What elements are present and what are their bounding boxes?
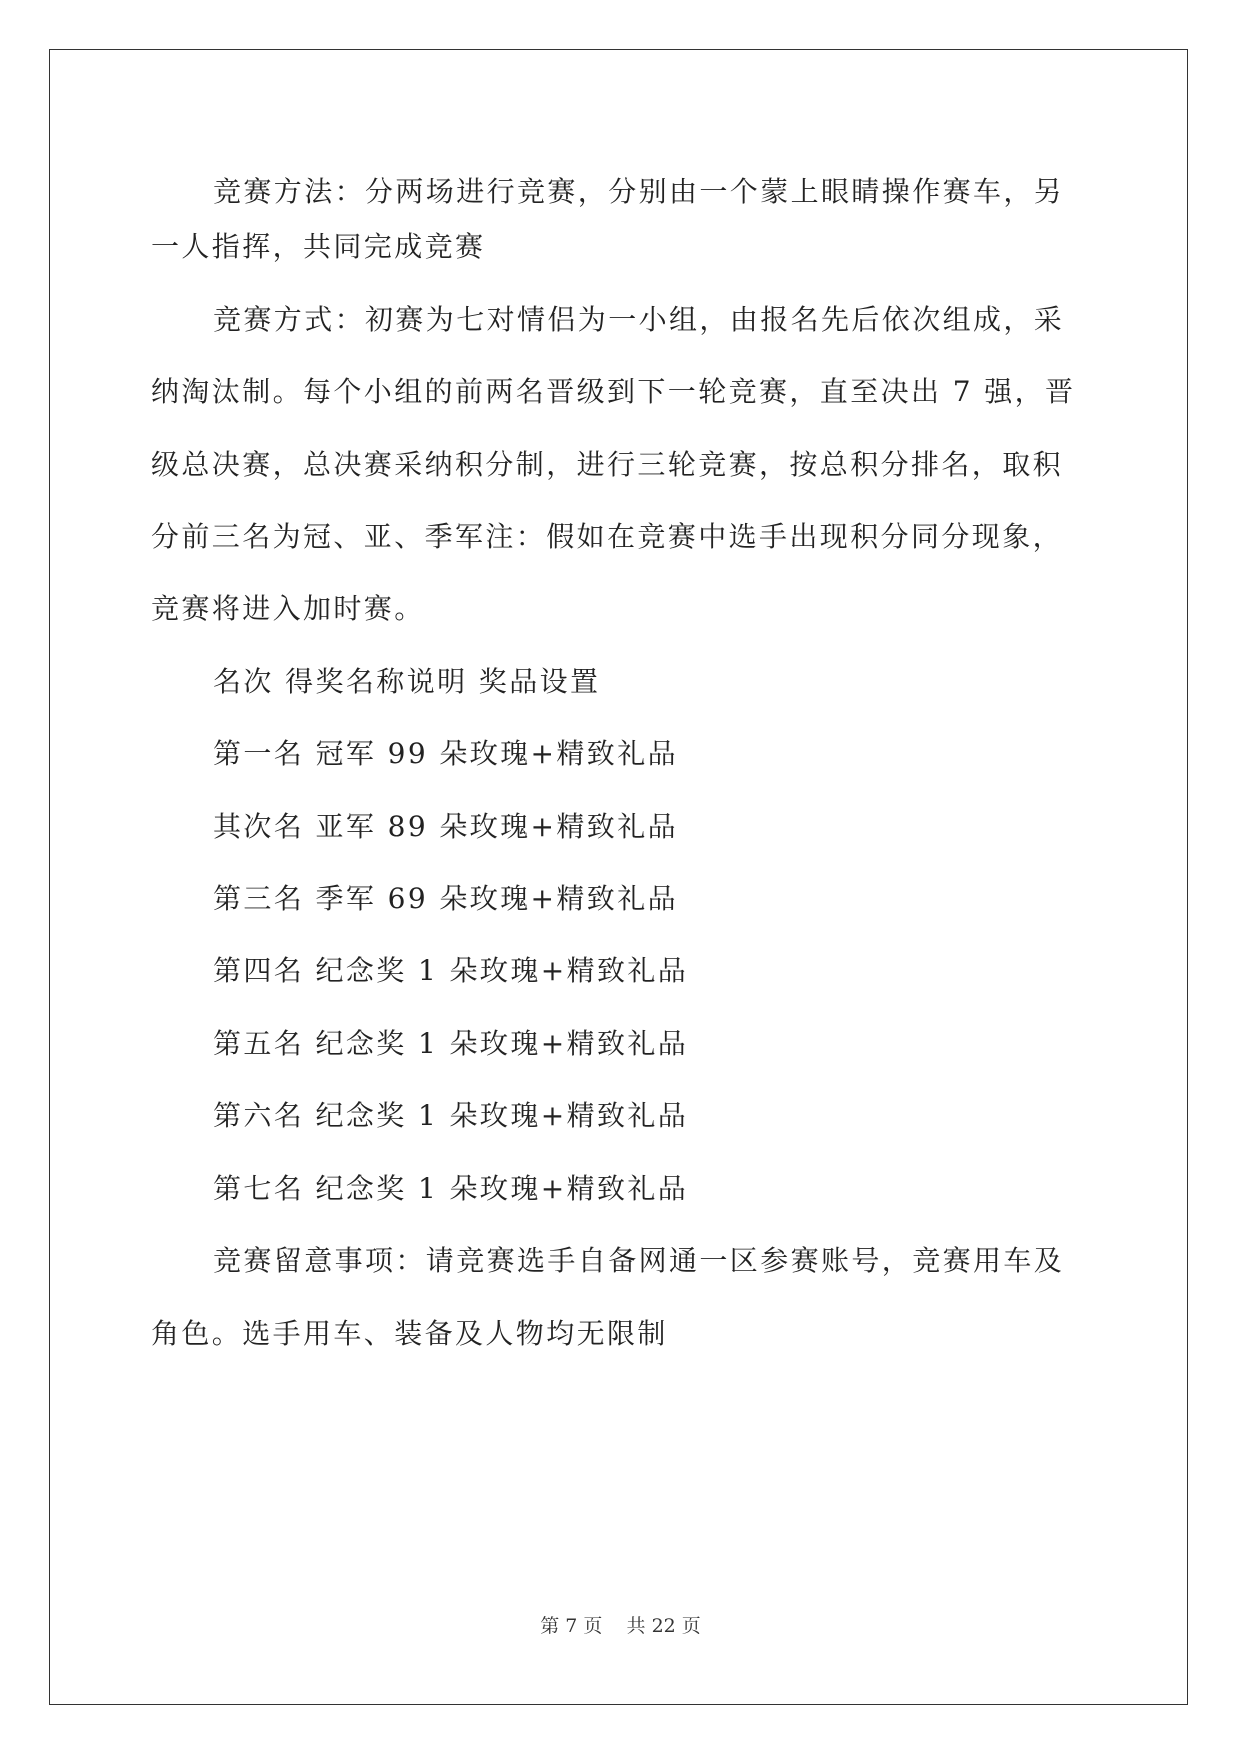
current-page-label: 第 7 页	[540, 1615, 603, 1637]
prize-table-header: 名次 得奖名称说明 奖品设置	[213, 665, 601, 698]
prize-row-3: 第三名 季军 69 朵玫瑰+精致礼品	[213, 882, 678, 915]
notes-line-2: 角色。选手用车、装备及人物均无限制	[151, 1317, 668, 1350]
method-line-1: 竞赛方法：分两场进行竞赛，分别由一个蒙上眼睛操作赛车，另	[213, 175, 1065, 208]
prize-row-2: 其次名 亚军 89 朵玫瑰+精致礼品	[213, 810, 678, 843]
format-line-1: 竞赛方式：初赛为七对情侣为一小组，由报名先后依次组成，采	[213, 303, 1065, 336]
format-line-2: 纳淘汰制。每个小组的前两名晋级到下一轮竞赛，直至决出 7 强，晋	[151, 375, 1076, 408]
prize-row-6: 第六名 纪念奖 1 朵玫瑰+精致礼品	[213, 1099, 689, 1132]
notes-line-1: 竞赛留意事项：请竞赛选手自备网通一区参赛账号，竞赛用车及	[213, 1244, 1065, 1277]
format-line-4: 分前三名为冠、亚、季军注：假如在竞赛中选手出现积分同分现象，	[151, 520, 1064, 553]
prize-row-7: 第七名 纪念奖 1 朵玫瑰+精致礼品	[213, 1172, 689, 1205]
format-line-3: 级总决赛，总决赛采纳积分制，进行三轮竞赛，按总积分排名，取积	[151, 448, 1064, 481]
format-line-5: 竞赛将进入加时赛。	[151, 592, 425, 625]
prize-row-4: 第四名 纪念奖 1 朵玫瑰+精致礼品	[213, 954, 689, 987]
page-border	[49, 49, 1188, 1705]
page-footer	[0, 1612, 1241, 1640]
prize-row-5: 第五名 纪念奖 1 朵玫瑰+精致礼品	[213, 1027, 689, 1060]
prize-row-1: 第一名 冠军 99 朵玫瑰+精致礼品	[213, 737, 678, 770]
total-pages-label: 共 22 页	[626, 1615, 701, 1637]
method-line-2: 一人指挥，共同完成竞赛	[151, 230, 486, 263]
